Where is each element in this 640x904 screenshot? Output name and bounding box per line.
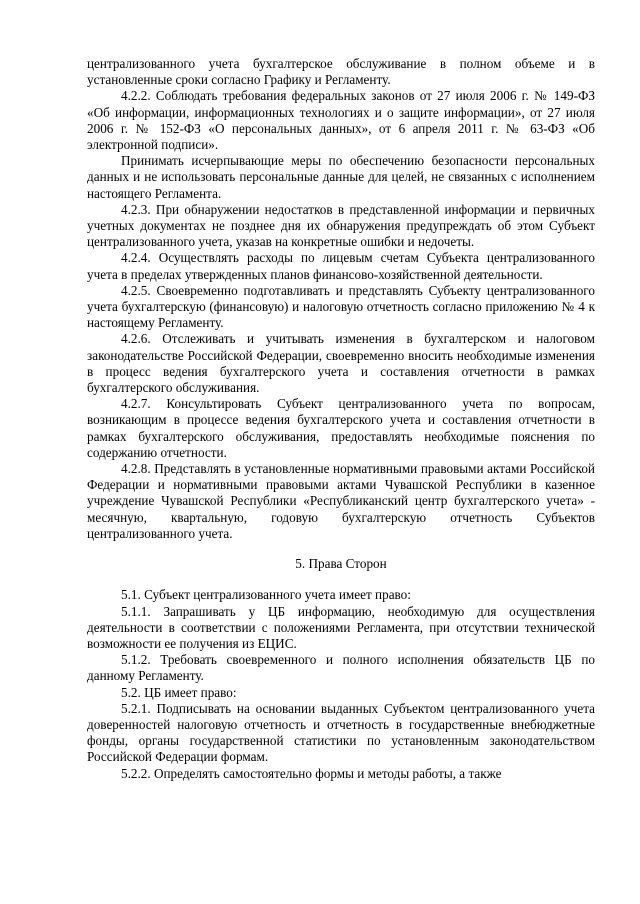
- paragraph-4-2-7: 4.2.7. Консультировать Субъект централизованного учета по вопросам, возникающим в процессе ведения бухгалтерского учета и составления отчетности в рамках бухгалтерского обслуживания, предоставлять необходимые пояснения по содержанию отчетности.: [87, 396, 595, 460]
- paragraph-4-2-2: 4.2.2. Соблюдать требования федеральных законов от 27 июля 2006 г. № 149-ФЗ «Об информации, информационных технологиях и о защите информации», от 27 июля 2006 г. № 152-ФЗ «О персональных данных», от 6 апреля 2011 г. № 63-ФЗ «Об электронной подписи».: [87, 88, 595, 153]
- paragraph-4-2-6: 4.2.6. Отслеживать и учитывать изменения в бухгалтерском и налоговом законодательстве Российской Федерации, своевременно вносить необходимые изменения в процесс ведения бухгалтерского учета и составления отчетности в рамках бухгалтерского обслуживания.: [87, 331, 595, 396]
- paragraph-5-1-2: 5.1.2. Требовать своевременного и полного исполнения обязательств ЦБ по данному Регламенту.: [87, 652, 595, 684]
- paragraph-5-1-1: 5.1.1. Запрашивать у ЦБ информацию, необходимую для осуществления деятельности в соответствии с положениями Регламента, при отсутствии технической возможности ее получения из ЕЦИС.: [87, 603, 595, 651]
- paragraph-4-2-4: 4.2.4. Осуществлять расходы по лицевым счетам Субъекта централизованного учета в пределах утвержденных планов финансово-хозяйственной деятельности.: [87, 250, 595, 282]
- paragraph-4-2-3: 4.2.3. При обнаружении недостатков в представленной информации и первичных учетных документах не позднее дня их обнаружения предупреждать об этом Субъект централизованного учета, указав на конкретные ошибки и недочеты.: [87, 201, 595, 250]
- section-title: 5. Права Сторон: [295, 556, 387, 572]
- paragraph-5-1: 5.1. Субъект централизованного учета имеет право:: [121, 587, 411, 603]
- paragraph-4-2-8: 4.2.8. Представлять в установленные нормативными правовыми актами Российской Федерации и нормативными правовыми актами Чувашской Республики в казенное учреждение Чувашской Республики «Республиканский центр бухгалтерского учета» - месячную, квартальную, годовую бухгалтерскую отчетность Субъектов централизованного учета.: [87, 461, 595, 541]
- paragraph-5-2: 5.2. ЦБ имеет право:: [121, 684, 237, 700]
- paragraph-personal-data: Принимать исчерпывающие меры по обеспечению безопасности персональных данных и не использовать персональные данные для целей, не связанных с исполнением настоящего Регламента.: [87, 153, 595, 201]
- paragraph-continuation: централизованного учета бухгалтерское обслуживание в полном объеме и в установленные сроки согласно Графику и Регламенту.: [87, 56, 595, 88]
- paragraph-5-2-1: 5.2.1. Подписывать на основании выданных Субъектом централизованного учета доверенностей налоговую отчетность и отчетность в государственные внебюджетные фонды, органы государственной статистики по установленным законодательством Российской Федерации формам.: [87, 700, 595, 765]
- document-body: [87, 56, 595, 782]
- paragraph-4-2-5: 4.2.5. Своевременно подготавливать и представлять Субъекту централизованного учета бухгалтерскую (финансовую) и налоговую отчетность согласно приложению № 4 к настоящему Регламенту.: [87, 282, 595, 331]
- paragraph-5-2-2: 5.2.2. Определять самостоятельно формы и методы работы, а также: [121, 765, 502, 781]
